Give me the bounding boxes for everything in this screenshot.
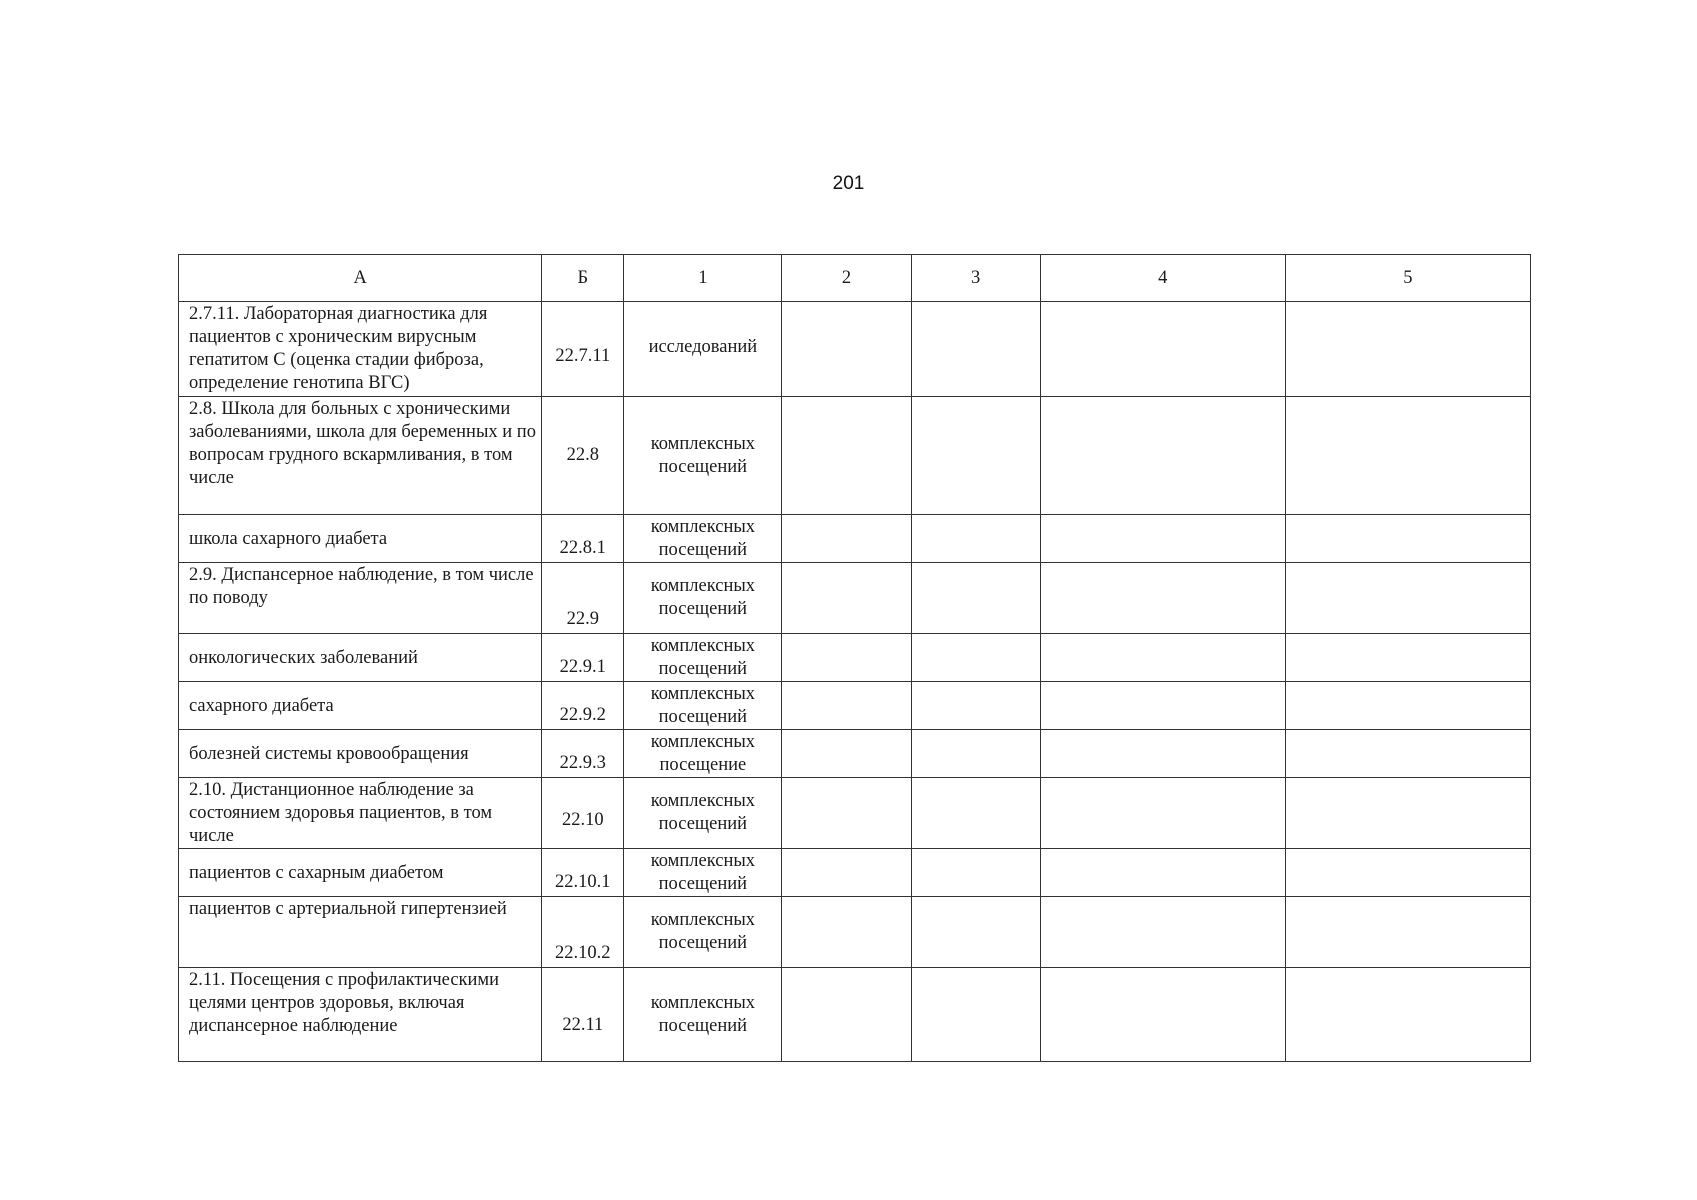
cell-col-5 — [1285, 778, 1530, 849]
cell-col-3 — [911, 397, 1040, 515]
cell-col-5 — [1285, 397, 1530, 515]
cell-col-3 — [911, 682, 1040, 730]
row-name: 2.11. Посещения с профилактическими целями центров здоровья, включая диспансерное наблюдение — [179, 968, 542, 1062]
cell-col-5 — [1285, 730, 1530, 778]
cell-col-4 — [1040, 778, 1285, 849]
column-header-1: 1 — [624, 255, 782, 302]
row-unit: комплексных посещений — [624, 515, 782, 563]
row-code: 22.11 — [542, 968, 624, 1062]
cell-col-5 — [1285, 515, 1530, 563]
cell-col-2 — [782, 515, 911, 563]
cell-col-3 — [911, 634, 1040, 682]
cell-col-5 — [1285, 634, 1530, 682]
cell-col-4 — [1040, 849, 1285, 897]
row-name: 2.9. Диспансерное наблюдение, в том числе по поводу — [179, 563, 542, 634]
cell-col-3 — [911, 563, 1040, 634]
table-row — [179, 563, 1531, 634]
row-unit: комплексных посещений — [624, 634, 782, 682]
table-row — [179, 730, 1531, 778]
cell-col-4 — [1040, 730, 1285, 778]
cell-col-2 — [782, 968, 911, 1062]
cell-col-4 — [1040, 682, 1285, 730]
row-name: 2.7.11. Лабораторная диагностика для пациентов с хроническим вирусным гепатитом С (оценка стадии фиброза, определение генотипа ВГС) — [179, 302, 542, 397]
row-name: пациентов с артериальной гипертензией — [179, 897, 542, 968]
cell-col-2 — [782, 730, 911, 778]
page-number: 201 — [832, 173, 865, 194]
cell-col-4 — [1040, 634, 1285, 682]
table-row — [179, 682, 1531, 730]
row-code: 22.10 — [542, 778, 624, 849]
row-name: болезней системы кровообращения — [179, 730, 542, 778]
cell-col-2 — [782, 778, 911, 849]
row-name: сахарного диабета — [179, 682, 542, 730]
cell-col-3 — [911, 302, 1040, 397]
table-row — [179, 968, 1531, 1062]
table-row — [179, 778, 1531, 849]
row-unit: комплексных посещений — [624, 897, 782, 968]
column-header-a: А — [179, 255, 542, 302]
row-unit: комплексных посещений — [624, 968, 782, 1062]
cell-col-2 — [782, 563, 911, 634]
column-header-3: 3 — [911, 255, 1040, 302]
cell-col-2 — [782, 849, 911, 897]
cell-col-3 — [911, 515, 1040, 563]
cell-col-5 — [1285, 302, 1530, 397]
row-code: 22.9.2 — [542, 682, 624, 730]
cell-col-2 — [782, 897, 911, 968]
row-unit: комплексных посещений — [624, 563, 782, 634]
table-row — [179, 849, 1531, 897]
cell-col-5 — [1285, 897, 1530, 968]
row-unit: комплексных посещений — [624, 849, 782, 897]
cell-col-4 — [1040, 968, 1285, 1062]
table-row — [179, 897, 1531, 968]
cell-col-4 — [1040, 515, 1285, 563]
table-row — [179, 397, 1531, 515]
cell-col-4 — [1040, 397, 1285, 515]
cell-col-4 — [1040, 897, 1285, 968]
column-header-4: 4 — [1040, 255, 1285, 302]
row-code: 22.8 — [542, 397, 624, 515]
cell-col-5 — [1285, 563, 1530, 634]
row-code: 22.10.2 — [542, 897, 624, 968]
cell-col-2 — [782, 634, 911, 682]
row-unit: комплексных посещений — [624, 778, 782, 849]
cell-col-4 — [1040, 302, 1285, 397]
cell-col-3 — [911, 730, 1040, 778]
cell-col-5 — [1285, 682, 1530, 730]
row-code: 22.9 — [542, 563, 624, 634]
row-name: 2.10. Дистанционное наблюдение за состоянием здоровья пациентов, в том числе — [179, 778, 542, 849]
cell-col-5 — [1285, 968, 1530, 1062]
row-code: 22.7.11 — [542, 302, 624, 397]
row-name: онкологических заболеваний — [179, 634, 542, 682]
row-unit: комплексных посещение — [624, 730, 782, 778]
table-row — [179, 634, 1531, 682]
row-name: пациентов с сахарным диабетом — [179, 849, 542, 897]
row-name: 2.8. Школа для больных с хроническими заболеваниями, школа для беременных и по вопросам грудного вскармливания, в том числе — [179, 397, 542, 515]
column-header-5: 5 — [1285, 255, 1530, 302]
header-row — [179, 255, 1531, 302]
cell-col-2 — [782, 682, 911, 730]
table-row — [179, 302, 1531, 397]
column-header-b: Б — [542, 255, 624, 302]
cell-col-3 — [911, 968, 1040, 1062]
cell-col-3 — [911, 849, 1040, 897]
table-row — [179, 515, 1531, 563]
row-code: 22.10.1 — [542, 849, 624, 897]
cell-col-5 — [1285, 849, 1530, 897]
cell-col-2 — [782, 397, 911, 515]
cell-col-3 — [911, 778, 1040, 849]
cell-col-2 — [782, 302, 911, 397]
cell-col-4 — [1040, 563, 1285, 634]
cell-col-3 — [911, 897, 1040, 968]
row-code: 22.8.1 — [542, 515, 624, 563]
row-unit: комплексных посещений — [624, 682, 782, 730]
row-name: школа сахарного диабета — [179, 515, 542, 563]
column-header-2: 2 — [782, 255, 911, 302]
row-code: 22.9.1 — [542, 634, 624, 682]
row-code: 22.9.3 — [542, 730, 624, 778]
row-unit: исследований — [624, 302, 782, 397]
data-table — [178, 254, 1531, 1062]
row-unit: комплексных посещений — [624, 397, 782, 515]
